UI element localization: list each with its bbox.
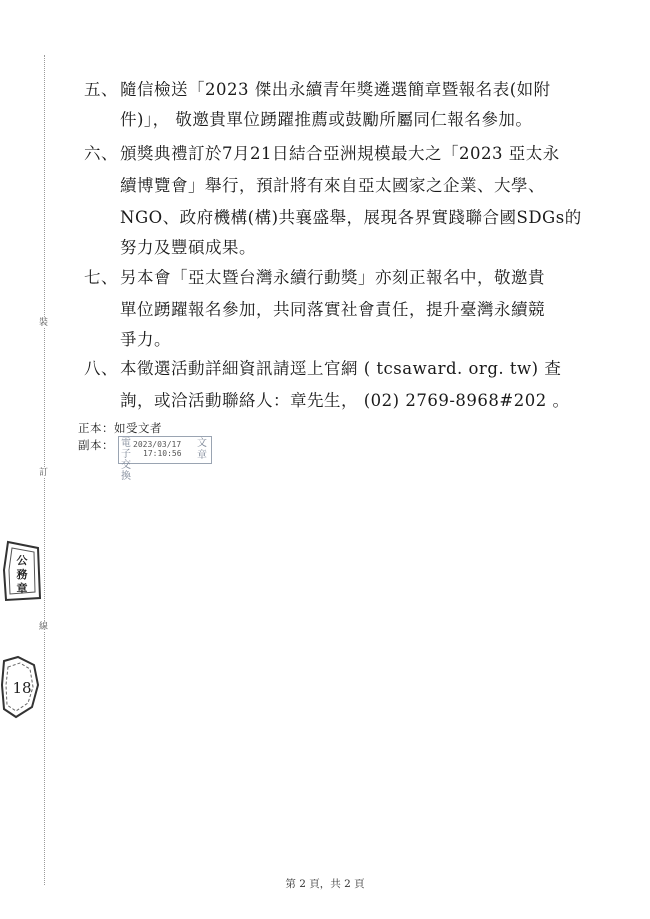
item-line: NGO、政府機構(構)共襄盛舉，展現各界實踐聯合國SDGs的 <box>120 208 582 227</box>
stamp-right-text: 文章 <box>197 438 207 461</box>
svg-text:公: 公 <box>16 554 28 567</box>
svg-text:務: 務 <box>16 568 28 581</box>
page-number: 第 2 頁，共 2 頁 <box>285 878 365 890</box>
item-line: 努力及豐碩成果。 <box>120 238 256 257</box>
original-label: 正本： <box>78 421 114 435</box>
official-seal-icon <box>2 540 42 602</box>
svg-text:18: 18 <box>12 679 32 697</box>
item-line: 另本會「亞太暨台灣永續行動獎」亦刻正報名中，敬邀貴 <box>120 268 545 287</box>
original-value: 如受文者 <box>114 421 162 435</box>
stamp-date: 2023/03/17 <box>133 440 182 449</box>
copy-label: 副本： <box>78 438 114 452</box>
binding-char-ding: 訂 <box>39 468 49 478</box>
item-line: 隨信檢送「2023 傑出永續青年獎遴選簡章暨報名表(如附 <box>120 80 551 99</box>
item-line: 續博覽會」舉行，預計將有來自亞太國家之企業、大學、 <box>120 176 545 195</box>
item-line: 頒獎典禮訂於7月21日結合亞洲規模最大之「2023 亞太永 <box>120 144 560 163</box>
item-number: 八、 <box>84 359 118 378</box>
stamp-left-text: 電子交換 <box>121 438 131 482</box>
item-number: 五、 <box>84 80 118 99</box>
item-line: 本徵選活動詳細資訊請逕上官網 ( tcsaward. org. tw) 查 <box>120 359 562 378</box>
item-line: 爭力。 <box>120 330 171 349</box>
item-line: 件)」， 敬邀貴單位踴躍推薦或鼓勵所屬同仁報名參加。 <box>120 110 533 129</box>
exchange-stamp <box>118 436 212 482</box>
svg-text:章: 章 <box>16 582 28 595</box>
copy-recipient <box>78 437 114 453</box>
item-number: 七、 <box>84 268 118 287</box>
item-line: 單位踴躍報名參加，共同落實社會責任，提升臺灣永續競 <box>120 300 545 319</box>
item-line: 詢，或洽活動聯絡人：章先生， (02) 2769-8968#202 。 <box>120 391 570 410</box>
binding-char-xian: 線 <box>39 622 49 632</box>
item-number: 六、 <box>84 144 118 163</box>
binding-char-zhuang: 裝 <box>39 318 49 328</box>
stamp-time: 17:10:56 <box>143 449 182 458</box>
original-recipient <box>78 420 162 436</box>
seam-seal-icon <box>0 655 40 719</box>
